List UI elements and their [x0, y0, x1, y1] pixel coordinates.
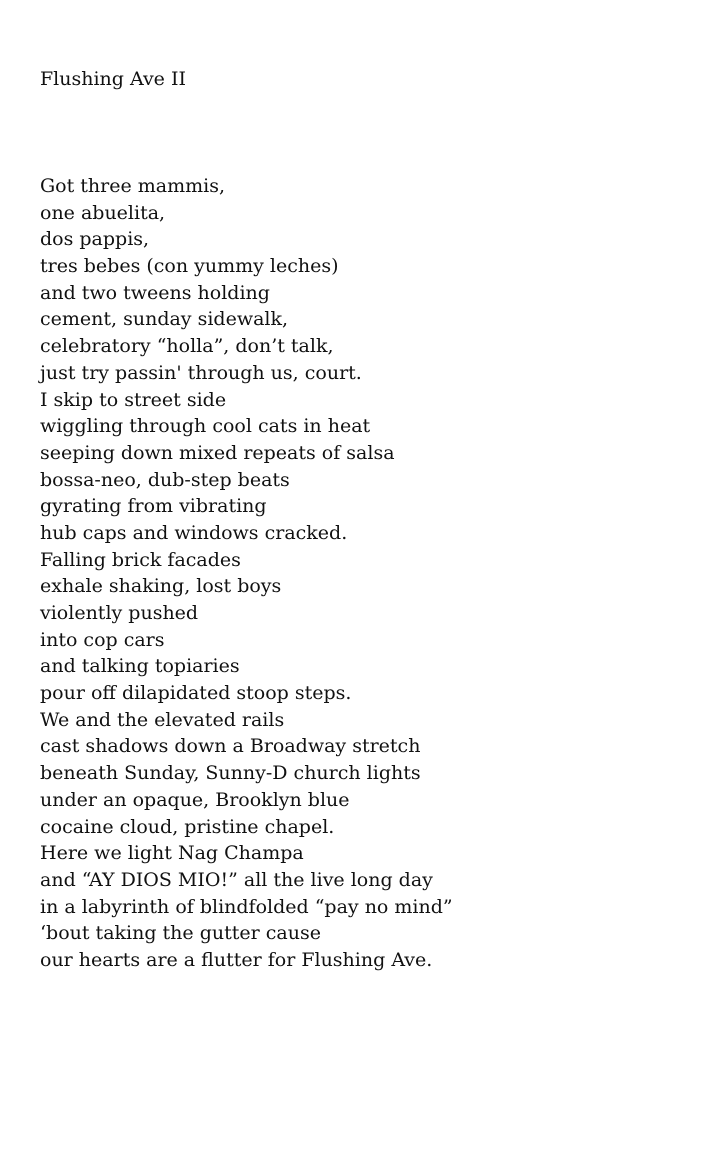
- poem-line: under an opaque, Brooklyn blue: [40, 788, 350, 811]
- poem-line: and “AY DIOS MIO!” all the live long day: [40, 868, 433, 891]
- poem-line: Here we light Nag Champa: [40, 842, 304, 865]
- poem-line: into cop cars: [40, 628, 165, 651]
- poem-line: seeping down mixed repeats of salsa: [40, 441, 395, 464]
- poem-line: one abuelita,: [40, 201, 166, 224]
- poem-line: and two tweens holding: [40, 281, 270, 304]
- poem-line: beneath Sunday, Sunny-D church lights: [40, 762, 421, 785]
- poem-line: our hearts are a flutter for Flushing Ave.: [40, 948, 433, 971]
- poem-line: in a labyrinth of blindfolded “pay no mind”: [40, 895, 453, 918]
- poem-line: exhale shaking, lost boys: [40, 575, 282, 598]
- poem-line: violently pushed: [40, 602, 199, 624]
- poem-line: wiggling through cool cats in heat: [40, 415, 371, 438]
- poem-line: tres bebes (con yummy leches): [40, 255, 339, 278]
- poem-line: just try passin' through us, court.: [40, 361, 362, 384]
- poem-line: Falling brick facades: [40, 548, 241, 571]
- poem-line: dos pappis,: [40, 228, 150, 251]
- poem-line: gyrating from vibrating: [40, 495, 267, 518]
- poem-line: hub caps and windows cracked.: [40, 521, 348, 544]
- poem-line: and talking topiaries: [40, 655, 240, 678]
- poem-line: bossa-neo, dub-step beats: [40, 468, 290, 491]
- poem-title: Flushing Ave II: [40, 68, 186, 90]
- poem-line: celebratory “holla”, don’t talk,: [40, 335, 334, 358]
- poem-line: I skip to street side: [40, 388, 227, 411]
- poem-line: We and the elevated rails: [40, 708, 285, 731]
- poem-line: pour off dilapidated stoop steps.: [40, 682, 352, 705]
- poem-line: ‘bout taking the gutter cause: [40, 922, 321, 945]
- poem-line: cast shadows down a Broadway stretch: [40, 735, 421, 758]
- poem-body: [40, 173, 453, 974]
- poem-line: cocaine cloud, pristine chapel.: [40, 815, 335, 838]
- poem-line: cement, sunday sidewalk,: [40, 308, 289, 331]
- poem-line: Got three mammis,: [40, 175, 226, 197]
